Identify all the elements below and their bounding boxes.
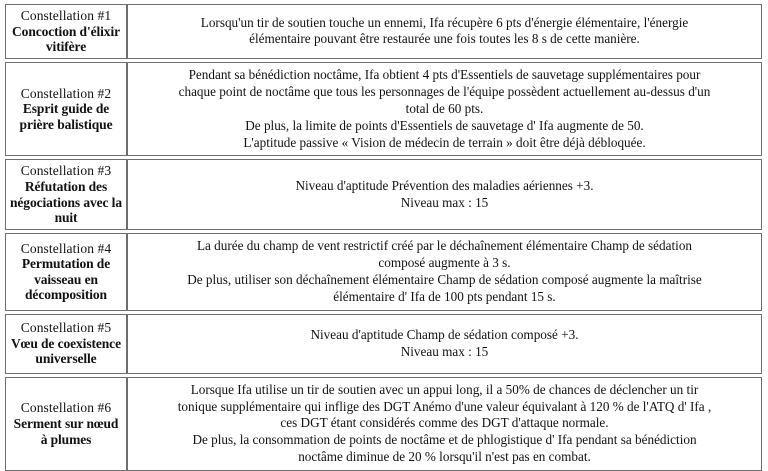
constellation-name-cell xyxy=(5,62,127,156)
table-row xyxy=(5,377,762,471)
constellation-index-label: Constellation #1 xyxy=(20,8,112,23)
description-line: Lorsqu'un tir de soutien touche un ennemi, Ifa récupère 6 pts d'énergie élémentaire, l'énergie xyxy=(200,14,689,30)
description-line: Niveau max : 15 xyxy=(400,343,489,359)
constellation-table-body xyxy=(5,4,762,471)
description-line: Niveau max : 15 xyxy=(400,194,489,210)
constellation-description-cell xyxy=(127,233,762,311)
constellation-name-cell xyxy=(5,4,127,59)
constellation-description-cell xyxy=(127,62,762,156)
description-line: élémentaire pouvant être restaurée une fois toutes les 8 s de cette manière. xyxy=(249,31,640,47)
constellation-name-cell xyxy=(5,377,127,471)
description-line: De plus, la limite de points d'Essentiels de sauvetage d' Ifa augmente de 50. xyxy=(245,117,644,133)
table-row xyxy=(5,62,762,156)
constellation-name-cell xyxy=(5,314,127,374)
description-line: élémentaire d' Ifa de 100 pts pendant 15 s. xyxy=(333,288,556,304)
description-line: Niveau d'aptitude Champ de sédation composé +3. xyxy=(310,326,579,342)
description-line: De plus, la consommation de points de noctâme et de phlogistique d' Ifa pendant sa bénédiction xyxy=(192,432,697,448)
constellation-title: Concoction d'élixir vitifère xyxy=(12,23,120,55)
constellation-title: Vœu de coexistence universelle xyxy=(11,335,121,367)
constellation-title: Réfutation des négociations avec la nuit xyxy=(10,179,122,226)
constellation-index-label: Constellation #4 xyxy=(20,240,112,256)
description-line: Niveau d'aptitude Prévention des maladies aériennes +3. xyxy=(295,177,594,193)
description-line: composé augmente à 3 s. xyxy=(378,254,511,270)
description-line: total de 60 pts. xyxy=(405,100,484,116)
description-line: La durée du champ de vent restrictif créé par le déchaînement élémentaire Champ de sédation xyxy=(196,238,693,254)
constellation-title: Esprit guide de prière balistique xyxy=(19,101,113,133)
constellation-index-label: Constellation #2 xyxy=(20,85,112,101)
table-row xyxy=(5,159,762,230)
constellation-name-cell xyxy=(5,233,127,311)
constellation-description-cell xyxy=(127,4,762,59)
description-line: chaque point de noctâme que tous les personnages de l'équipe possèdent actuellement au-dessus d'un xyxy=(178,83,711,99)
table-row xyxy=(5,4,762,59)
constellation-index-label: Constellation #6 xyxy=(20,400,112,416)
table-row xyxy=(5,233,762,311)
description-line: Pendant sa bénédiction noctâme, Ifa obtient 4 pts d'Essentiels de sauvetage supplémentaires pour xyxy=(188,66,701,82)
constellation-title: Permutation de vaisseau en décomposition xyxy=(21,256,111,303)
constellation-index-label: Constellation #5 xyxy=(20,320,112,336)
description-line: tonique supplémentaire qui inflige des DGT Anémo d'une valeur équivalant à 120 % de l'ATQ d' Ifa , xyxy=(177,398,712,414)
constellation-title: Serment sur nœud à plumes xyxy=(13,416,119,447)
table-row xyxy=(5,314,762,374)
constellation-description-cell xyxy=(127,377,762,471)
constellation-table xyxy=(5,4,762,471)
constellation-index-label: Constellation #3 xyxy=(20,163,112,179)
description-line: L'aptitude passive « Vision de médecin de terrain » doit être déjà débloquée. xyxy=(243,134,646,150)
constellation-description-cell xyxy=(127,314,762,374)
constellation-description-cell xyxy=(127,159,762,230)
description-line: De plus, utiliser son déchaînement élémentaire Champ de sédation composé augmente la maîtrise xyxy=(187,271,702,287)
constellation-name-cell xyxy=(5,159,127,230)
description-line: Lorsque Ifa utilise un tir de soutien avec un appui long, il a 50% de chances de déclencher un tir xyxy=(190,381,699,397)
description-line: ces DGT étant considérés comme des DGT d'attaque normale. xyxy=(280,415,609,431)
description-line: noctâme diminue de 20 % lorsqu'il n'est pas en combat. xyxy=(298,449,591,465)
